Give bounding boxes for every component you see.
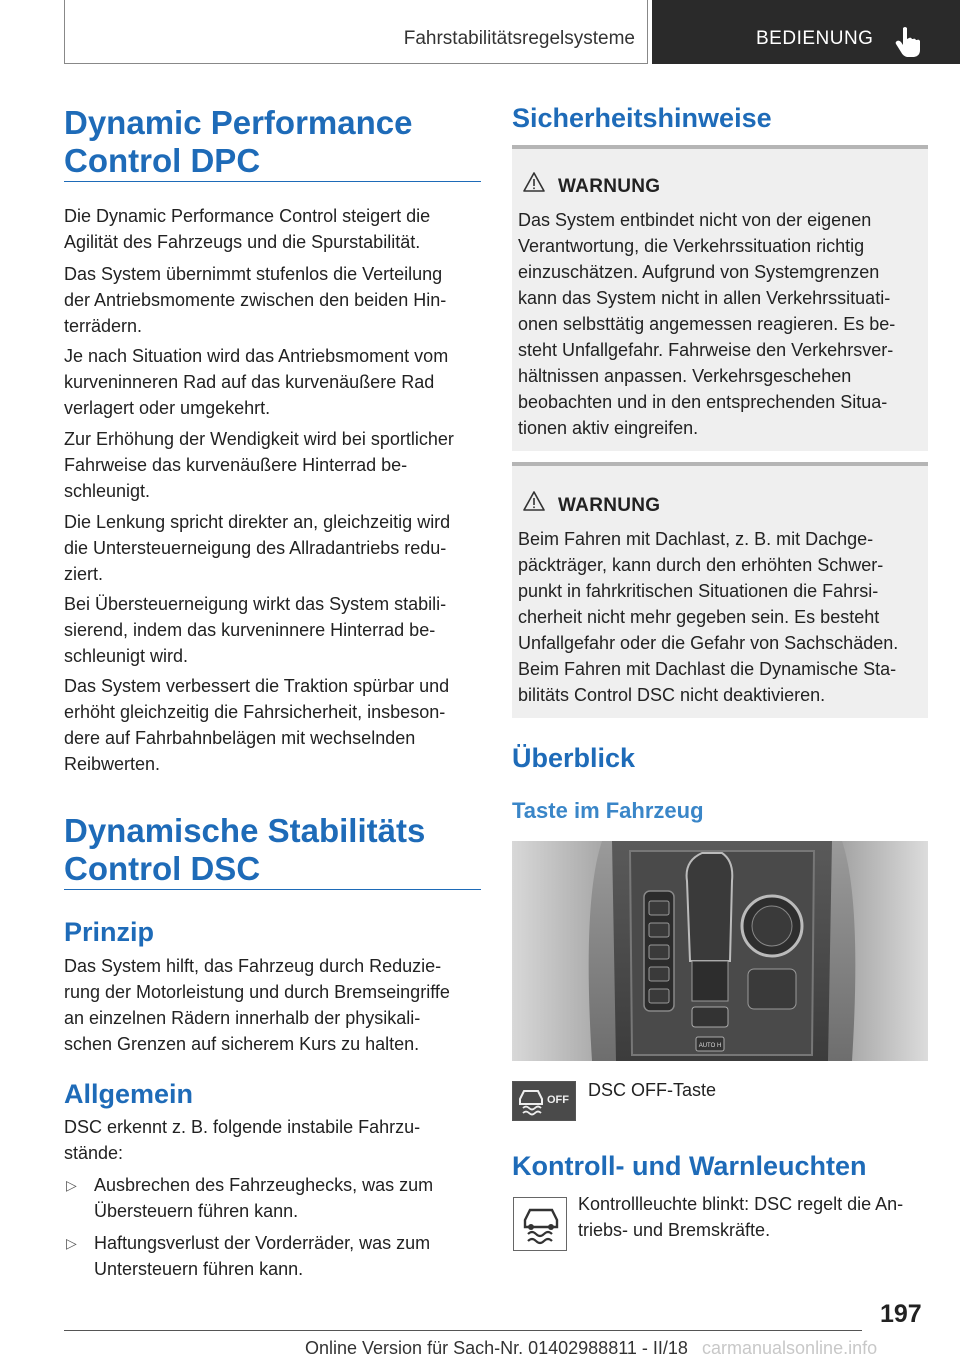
- hand-pointer-icon: [894, 26, 922, 58]
- online-version-text: Online Version für Sach-Nr. 01402988811 - II/18: [305, 1338, 688, 1358]
- bullet-text: Haftungsverlust der Vorderräder, was zum Untersteuern führen kann.: [94, 1233, 431, 1279]
- car-skid-icon: [516, 1086, 546, 1116]
- header-section-title: Fahrstabilitätsregelsysteme: [403, 28, 635, 49]
- dpc-title: Dynamic Performance Control DPC: [64, 104, 413, 179]
- dsc-off-label: DSC OFF-Taste: [588, 1080, 717, 1100]
- page-number: 197: [880, 1300, 922, 1328]
- dsc-indicator-icon: [513, 1197, 567, 1251]
- dpc-paragraph-7: Das System verbessert die Traktion spürbar und erhöht gleichzeitig die Fahrsicherheit, insbeson- dere auf Fahrbahnbelägen mit wechselnden Reibwerten.: [64, 676, 450, 774]
- center-console-photo: [512, 841, 928, 1061]
- bullet-triangle-icon: ▷: [66, 1235, 77, 1251]
- bullet-text: Ausbrechen des Fahrzeughecks, was zum Übersteuern führen kann.: [94, 1175, 434, 1221]
- dsc-title-rule: [64, 889, 481, 890]
- dpc-paragraph-5: Die Lenkung spricht direkter an, gleichzeitig wird die Untersteuerneigung des Allradantriebs redu- ziert.: [64, 512, 451, 584]
- warning-triangle-icon: [522, 490, 546, 512]
- button-location-heading: Taste im Fahrzeug: [512, 798, 704, 823]
- auto-h-button-label: AUTO H: [698, 1043, 722, 1049]
- safety-heading: Sicherheitshinweise: [512, 103, 772, 133]
- dpc-paragraph-2: Das System übernimmt stufenlos die Verteilung der Antriebsmomente zwischen den beiden Hin- terrädern.: [64, 264, 447, 336]
- dpc-paragraph-1: Die Dynamic Performance Control steigert die Agilität des Fahrzeugs und die Spurstabilität.: [64, 206, 431, 252]
- warning-text: Beim Fahren mit Dachlast, z. B. mit Dachge- päckträger, kann durch den erhöhten Schwer- punkt in fahrkritischen Situationen die Fahrsi- cherheit nicht mehr gegeben sein. Es besteht Unfallgefahr oder die Gefahr von Sachschäden. Beim Fahren mit Dachlast die Dynamische Sta- bilitäts Control DSC nicht deaktivieren.: [518, 529, 899, 705]
- dpc-paragraph-6: Bei Übersteuerneigung wirkt das System stabili- sierend, indem das kurveninnere Hinterrad be- schleunigt wird.: [64, 594, 447, 666]
- dpc-title-rule: [64, 181, 481, 182]
- warning-text: Das System entbindet nicht von der eigenen Verantwortung, die Verkehrssituation richtig einzuschätzen. Aufgrund von Systemgrenzen kann das System nicht in allen Verkehrssituati- onen selbsttätig angemessen reagieren. Es be- steht Unfallgefahr. Fahrweise den Verkehrsver- hältnissen anpassen. Verkehrsgeschehen beobachten und in den entsprechenden Situa- tionen aktiv eingreifen.: [518, 210, 896, 438]
- allgemein-heading: Allgemein: [64, 1079, 194, 1109]
- watermark: carmanualsonline.info: [702, 1338, 878, 1358]
- header-section-tab: [64, 0, 648, 64]
- warning-box-2: [512, 462, 928, 718]
- indicator-text: Kontrollleuchte blinkt: DSC regelt die An- triebs- und Bremskräfte.: [578, 1194, 904, 1240]
- indicator-lights-heading: Kontroll- und Warnleuchten: [512, 1151, 867, 1181]
- allgemein-text: DSC erkennt z. B. folgende instabile Fahrzu- stände:: [64, 1117, 421, 1163]
- warning-box-1: [512, 145, 928, 451]
- warning-label: WARNUNG: [558, 176, 661, 197]
- car-skid-icon: [520, 1203, 562, 1245]
- dsc-title: Dynamische Stabilitäts Control DSC: [64, 812, 426, 887]
- dsc-off-button-icon: [512, 1081, 576, 1121]
- dpc-paragraph-4: Zur Erhöhung der Wendigkeit wird bei sportlicher Fahrweise das kurvenäußere Hinterrad be- schleunigt.: [64, 429, 454, 501]
- dpc-paragraph-3: Je nach Situation wird das Antriebsmoment vom kurveninneren Rad auf das kurvenäußere Rad verlagert oder umgekehrt.: [64, 346, 449, 418]
- warning-label: WARNUNG: [558, 495, 661, 516]
- bullet-triangle-icon: ▷: [66, 1177, 77, 1193]
- prinzip-text: Das System hilft, das Fahrzeug durch Reduzie- rung der Motorleistung und durch Bremseingriffe an einzelnen Rädern innerhalb der physikali- schen Grenzen auf sicherem Kurs zu halten.: [64, 956, 450, 1054]
- overview-heading: Überblick: [512, 743, 636, 773]
- dsc-off-icon-text: OFF: [547, 1094, 569, 1106]
- warning-triangle-icon: [522, 171, 546, 193]
- header-chapter-title: BEDIENUNG: [756, 28, 874, 49]
- footer-rule: [64, 1330, 862, 1331]
- prinzip-heading: Prinzip: [64, 917, 155, 947]
